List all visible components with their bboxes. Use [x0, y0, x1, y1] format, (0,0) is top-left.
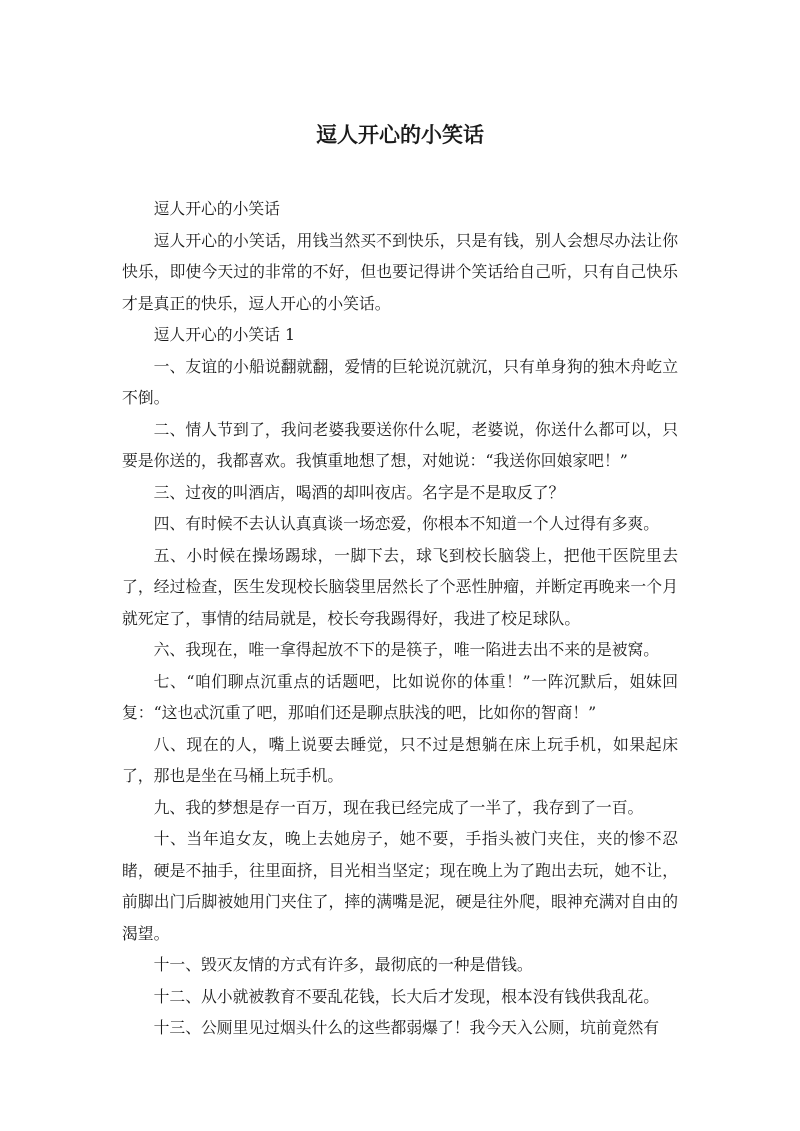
document-body: [122, 193, 678, 1044]
paragraph: 逗人开心的小笑话，用钱当然买不到快乐，只是有钱，别人会想尽办法让你快乐，即使今天过的非常的不好，但也要记得讲个笑话给自己听，只有自己快乐才是真正的快乐，逗人开心的小笑话。: [122, 230, 678, 313]
paragraph: 一、友谊的小船说翻就翻，爱情的巨轮说沉就沉，只有单身狗的独木舟屹立不倒。: [122, 356, 678, 407]
paragraph: 十二、从小就被教育不要乱花钱，长大后才发现，根本没有钱供我乱花。: [153, 986, 660, 1006]
paragraph: 九、我的梦想是存一百万，现在我已经完成了一半了，我存到了一百。: [153, 797, 644, 817]
paragraph: 六、我现在，唯一拿得起放不下的是筷子，唯一陷进去出不来的是被窝。: [153, 640, 660, 659]
paragraph: 十一、毁灭友情的方式有许多，最彻底的一种是借钱。: [153, 955, 533, 974]
paragraph: 八、现在的人，嘴上说要去睡觉，只不过是想躺在床上玩手机，如果起床了，那也是坐在马桶上玩手机。: [122, 734, 678, 785]
paragraph: 逗人开心的小笑话 1: [153, 325, 296, 344]
paragraph: 五、小时候在操场踢球，一脚下去，球飞到校长脑袋上，把他干医院里去了，经过检查，医生发现校长脑袋里居然长了个恶性肿瘤，并断定再晚来一个月就死定了，事情的结局就是，校长夸我踢得好，我进了校足球队。: [122, 545, 678, 628]
paragraph: 十、当年追女友，晚上去她房子，她不要，手指头被门夹住，夹的惨不忍睹，硬是不抽手，往里面挤，目光相当坚定；现在晚上为了跑出去玩，她不让，前脚出门后脚被她用门夹住了，摔的满嘴是泥，硬是往外爬，眼神充满对自由的渴望。: [122, 829, 678, 943]
paragraph: 二、情人节到了，我问老婆我要送你什么呢，老婆说，你送什么都可以，只要是你送的，我都喜欢。我慎重地想了想，对她说：“我送你回娘家吧！”: [122, 419, 678, 470]
paragraph: 四、有时候不去认认真真谈一场恋爱，你根本不知道一个人过得有多爽。: [153, 514, 660, 533]
paragraph: 七、“咱们聊点沉重点的话题吧，比如说你的体重！”一阵沉默后，姐妹回复：“这也忒沉重了吧，那咱们还是聊点肤浅的吧，比如你的智商！”: [122, 671, 678, 722]
paragraph: 三、过夜的叫酒店，喝酒的却叫夜店。名字是不是取反了？: [153, 482, 565, 502]
paragraph: 十三、公厕里见过烟头什么的这些都弱爆了！我今天入公厕，坑前竟然有: [153, 1018, 660, 1037]
document-title: 逗人开心的小笑话: [316, 123, 484, 147]
paragraph: 逗人开心的小笑话: [153, 199, 280, 218]
